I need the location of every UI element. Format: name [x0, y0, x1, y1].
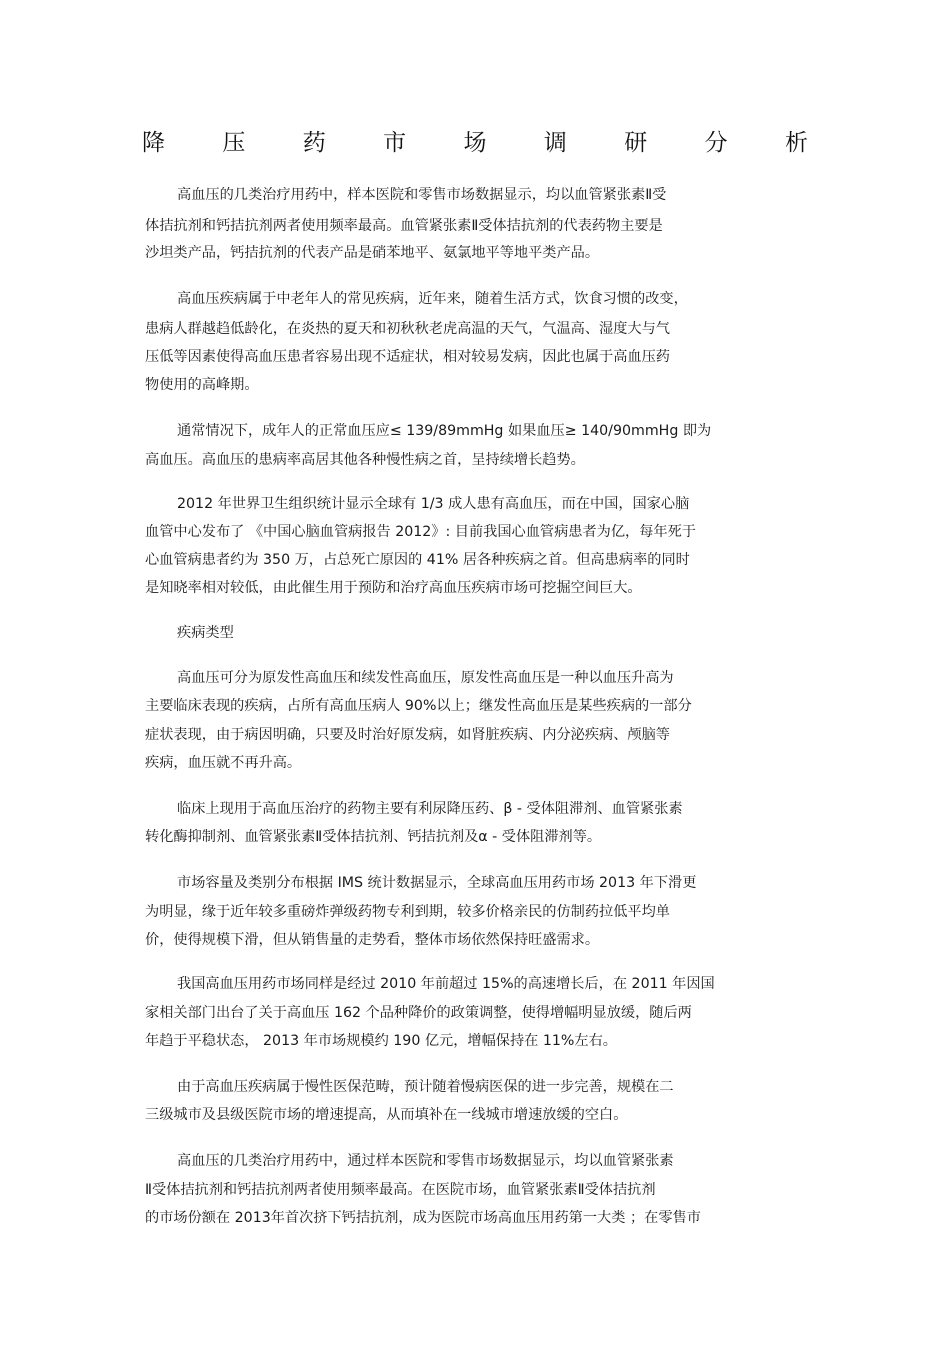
- paragraph-line: 体拮抗剂和钙拮抗剂两者使用频率最高。血管紧张素Ⅱ受体拮抗剂的代表药物主要是: [145, 218, 663, 234]
- paragraph-line: 是知晓率相对较低，由此催生用于预防和治疗高血压疾病市场可挖掘空间巨大。: [145, 580, 642, 596]
- paragraph-line: 2012 年世界卫生组织统计显示全球有 1/3 成人患有高血压，而在中国，国家心脑: [177, 496, 690, 512]
- title-char: 降: [142, 130, 165, 156]
- paragraph-line: 主要临床表现的疾病，占所有高血压病人 90%以上；继发性高血压是某些疾病的一部分: [145, 698, 692, 714]
- paragraph-line: 压低等因素使得高血压患者容易出现不适症状，相对较易发病，因此也属于高血压药: [145, 349, 670, 365]
- paragraph-line: 症状表现，由于病因明确，只要及时治好原发病，如肾脏疾病、内分泌疾病、颅脑等: [145, 727, 670, 743]
- paragraph-line: 心血管病患者约为 350 万，占总死亡原因的 41% 居各种疾病之首。但高患病率的同时: [145, 552, 690, 568]
- title-char: 药: [302, 130, 326, 156]
- paragraph-line: 患病人群越趋低龄化，在炎热的夏天和初秋秋老虎高温的天气，气温高、湿度大与气: [145, 321, 670, 337]
- paragraph-line: 家相关部门出台了关于高血压 162 个品种降价的政策调整，使得增幅明显放缓，随后两: [145, 1005, 692, 1021]
- paragraph-line: 为明显，缘于近年较多重磅炸弹级药物专利到期，较多价格亲民的仿制药拉低平均单: [145, 904, 670, 920]
- paragraph-line: 高血压的几类治疗用药中，通过样本医院和零售市场数据显示，均以血管紧张素: [177, 1153, 674, 1169]
- title-char: 析: [785, 130, 808, 156]
- paragraph-line: 年趋于平稳状态， 2013 年市场规模约 190 亿元，增幅保持在 11%左右。: [145, 1033, 617, 1049]
- paragraph-line: 通常情况下，成年人的正常血压应≤ 139/89mmHg 如果血压≥ 140/90mmHg 即为: [177, 423, 712, 439]
- title-char: 场: [463, 130, 487, 156]
- paragraph-line: 的市场份额在 2013年首次挤下钙拮抗剂，成为医院市场高血压用药第一大类 ；在零售市: [145, 1210, 701, 1226]
- paragraph-line: Ⅱ受体拮抗剂和钙拮抗剂两者使用频率最高。在医院市场，血管紧张素Ⅱ受体拮抗剂: [145, 1182, 656, 1198]
- paragraph-line: 我国高血压用药市场同样是经过 2010 年前超过 15%的高速增长后，在 2011 年因国: [177, 976, 715, 992]
- paragraph-line: 高血压疾病属于中老年人的常见疾病，近年来，随着生活方式，饮食习惯的改变，: [177, 291, 688, 307]
- title-char: 分: [704, 130, 728, 156]
- paragraph-line: 高血压的几类治疗用药中，样本医院和零售市场数据显示，均以血管紧张素Ⅱ受: [177, 187, 667, 203]
- page-title: [142, 126, 808, 160]
- paragraph-line: 高血压。高血压的患病率高居其他各种慢性病之首，呈持续增长趋势。: [145, 452, 585, 468]
- title-char: 调: [543, 130, 567, 156]
- paragraph-line: 疾病，血压就不再升高。: [145, 755, 302, 771]
- paragraph-line: 物使用的高峰期。: [145, 377, 259, 393]
- paragraph-line: 市场容量及类别分布根据 IMS 统计数据显示，全球高血压用药市场 2013 年下滑更: [177, 875, 697, 891]
- title-char: 研: [624, 130, 648, 156]
- paragraph-line: 高血压可分为原发性高血压和续发性高血压，原发性高血压是一种以血压升高为: [177, 670, 674, 686]
- paragraph-line: 临床上现用于高血压治疗的药物主要有利尿降压药、β - 受体阻滞剂、血管紧张素: [177, 801, 683, 817]
- title-char: 压: [222, 130, 246, 156]
- section-heading: 疾病类型: [177, 625, 234, 641]
- paragraph-line: 由于高血压疾病属于慢性医保范畴，预计随着慢病医保的进一步完善，规模在二: [177, 1079, 674, 1095]
- title-char: 市: [383, 130, 407, 156]
- paragraph-line: 价，使得规模下滑，但从销售量的走势看，整体市场依然保持旺盛需求。: [145, 932, 600, 948]
- paragraph-line: 三级城市及县级医院市场的增速提高，从而填补在一线城市增速放缓的空白。: [145, 1107, 628, 1123]
- paragraph-line: 沙坦类产品，钙拮抗剂的代表产品是硝苯地平、氨氯地平等地平类产品。: [145, 245, 600, 261]
- paragraph-line: 转化酶抑制剂、血管紧张素Ⅱ受体拮抗剂、钙拮抗剂及α - 受体阻滞剂等。: [145, 829, 602, 845]
- paragraph-line: 血管中心发布了 《中国心脑血管病报告 2012》: 目前我国心血管病患者为亿，每年死于: [145, 524, 696, 540]
